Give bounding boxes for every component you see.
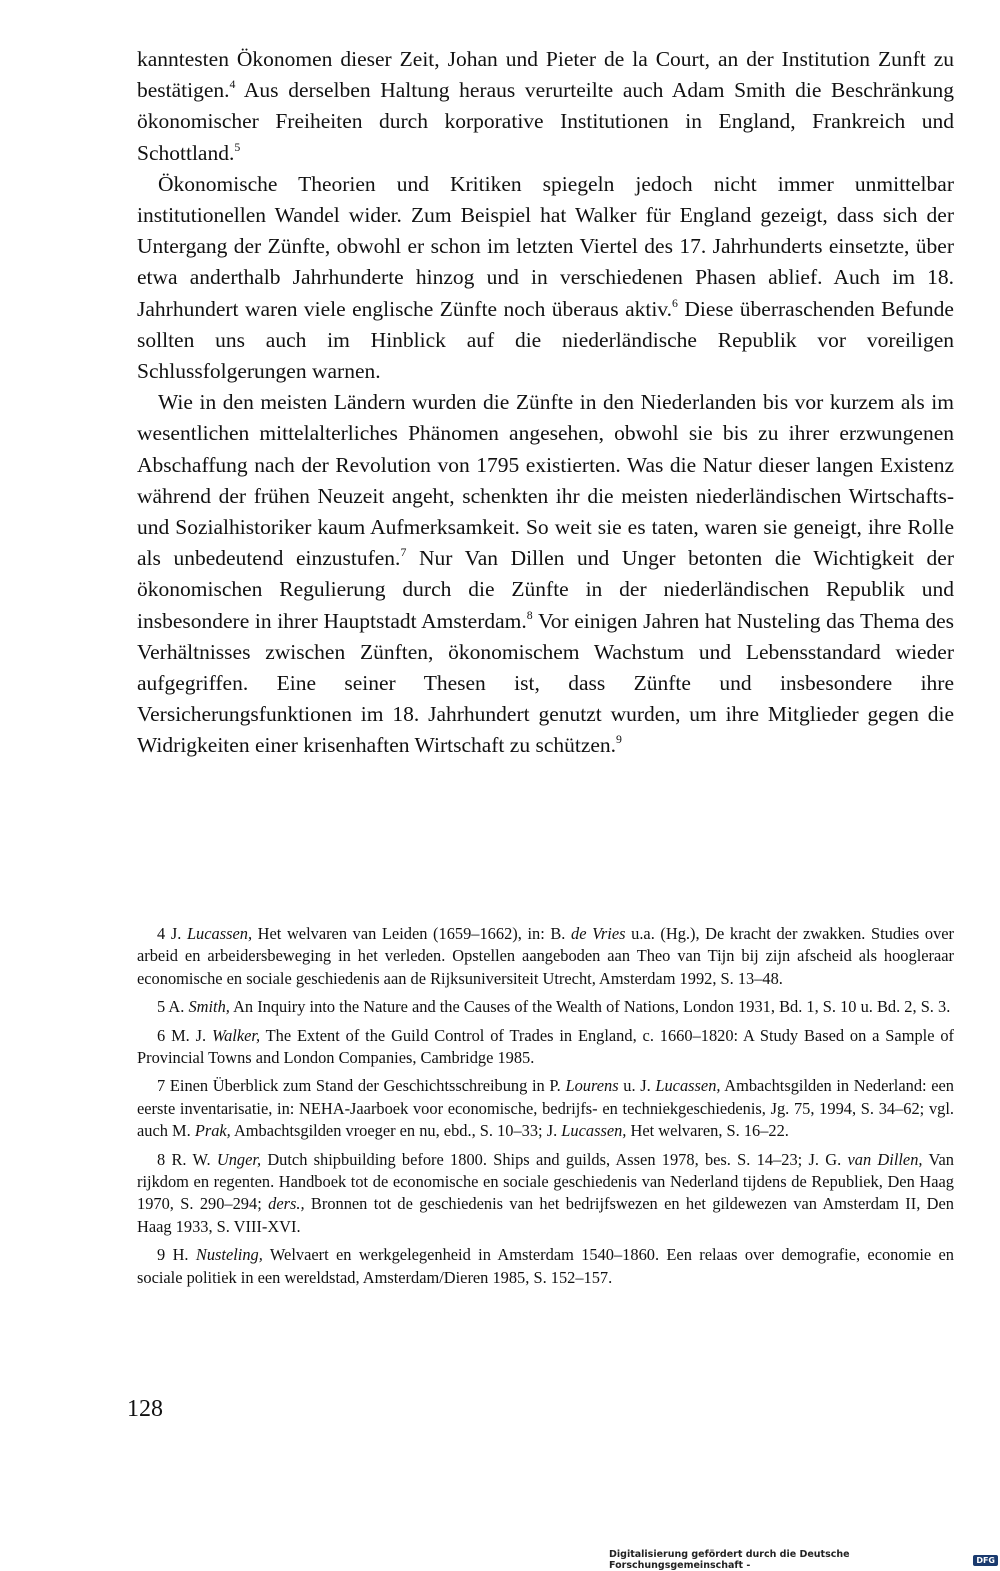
- footnote-6: 6 M. J. Walker, The Extent of the Guild Control of Trades in England, c. 1660–1820: A Study Based on a Sample of Provincial Towns and London Companies, Cambridge 1985.: [137, 1025, 954, 1068]
- paragraph-2: Ökonomische Theorien und Kritiken spiegeln jedoch nicht immer unmittelbar institutionellen Wandel wider. Zum Beispiel hat Walker für England gezeigt, dass sich der Untergang der Zünfte, obwohl er schon im letzten Viertel des 17. Jahrhunderts einsetzte, über etwa anderthalb Jahrhunderte hinzog und in verschiedenen Phasen ablief. Auch im 18. Jahrhundert waren viele englische Zünfte noch überaus aktiv.$^6$ Diese überraschenden Befunde sollten uns auch im Hinblick auf die niederländische Republik vor voreiligen Schlussfolgerungen warnen.: [137, 171, 954, 384]
- dfg-logo: DFG: [973, 1555, 998, 1566]
- page-number: 128: [127, 1396, 163, 1422]
- footnote-ref-9[interactable]: 9: [616, 732, 622, 747]
- digitization-credit: [609, 1551, 1000, 1569]
- paragraph-1: kanntesten Ökonomen dieser Zeit, Johan und Pieter de la Court, an der Institution Zunft zu bestätigen.$^4$ Aus derselben Haltung heraus verurteilte auch Adam Smith die Beschränkung ökonomischer Freiheiten durch korporative Institutionen in England, Frankreich und Schottland.$^5$: [137, 47, 954, 165]
- footnote-4: 4 J. Lucassen, Het welvaren van Leiden (1659–1662), in: B. de Vries u.a. (Hg.), De kracht der zwakken. Studies over arbeid en arbeidersbeweging in het verleden. Opstellen aangeboden aan Theo van Tijn bij zijn afscheid als hoogleraar economische en sociale geschiedenis aan de Rijksuniversiteit Utrecht, Amsterdam 1992, S. 13–48.: [137, 924, 954, 988]
- footnote-ref-8[interactable]: 8: [526, 607, 533, 622]
- footnotes: [137, 923, 954, 1295]
- paragraph-3: Wie in den meisten Ländern wurden die Zünfte in den Niederlanden bis vor kurzem als im wesentlichen mittelalterliches Phänomen angesehen, obwohl sie bis zu ihrer erzwungenen Abschaffung nach der Revolution von 1795 existierten. Was die Natur dieser langen Existenz während der frühen Neuzeit angeht, schenkten ihr die meisten niederländischen Wirtschafts- und Sozialhistoriker kaum Aufmerksamkeit. So weit sie es taten, waren sie geneigt, ihre Rolle als unbedeutend einzustufen.$^7$ Nur Van Dillen und Unger betonten die Wichtigkeit der ökonomischen Regulierung durch die Zünfte in der niederländischen Republik und insbesondere in ihrer Hauptstadt Amsterdam.$^8$ Vor einigen Jahren hat Nusteling das Thema des Verhältnisses zwischen Zünften, ökonomischem Wachstum und Lebensstandard wieder aufgegriffen. Eine seiner Thesen ist, dass Zünfte und insbesondere ihre Versicherungsfunktionen im 18. Jahrhundert genutzt wurden, um ihre Mitglieder gegen die Widrigkeiten einer krisenhaften Wirtschaft zu schützen.$^9$: [137, 390, 955, 758]
- footnote-ref-7[interactable]: 7: [400, 545, 407, 560]
- footnote-9: 9 H. Nusteling, Welvaert en werkgelegenheid in Amsterdam 1540–1860. Een relaas over demografie, economie en sociale politiek in een wereldstad, Amsterdam/Dieren 1985, S. 152–157.: [137, 1245, 954, 1287]
- footnote-5: 5 A. Smith, An Inquiry into the Nature and the Causes of the Wealth of Nations, London 1931, Bd. 1, S. 10 u. Bd. 2, S. 3.: [157, 997, 951, 1017]
- main-text: [137, 44, 954, 762]
- footnote-ref-4[interactable]: 4: [229, 77, 236, 92]
- footnote-7: 7 Einen Überblick zum Stand der Geschichtsschreibung in P. Lourens u. J. Lucassen, Ambachtsgilden in Nederland: een eerste inventarisatie, in: NEHA-Jaarboek voor economische, bedrijfs- en techniekgeschiedenis, Jg. 75, 1994, S. 34–62; vgl. auch M. Prak, Ambachtsgilden vroeger en nu, ebd., S. 10–33; J. Lucassen, Het welvaren, S. 16–22.: [137, 1076, 954, 1141]
- footnote-8: 8 R. W. Unger, Dutch shipbuilding before 1800. Ships and guilds, Assen 1978, bes. S. 14–23; J. G. van Dillen, Van rijkdom en regenten. Handboek tot de economische en sociale geschiedenis van Nederland tijdens de Republiek, Den Haag 1970, S. 290–294; ders., Bronnen tot de geschiedenis van het bedrijfswezen en het gildewezen van Amsterdam II, Den Haag 1933, S. VIII-XVI.: [137, 1149, 954, 1236]
- footnote-ref-5[interactable]: 5: [234, 139, 241, 154]
- credit-text: Digitalisierung gefördert durch die Deutsche Forschungsgemeinschaft -: [609, 1549, 850, 1571]
- footnote-ref-6[interactable]: 6: [672, 295, 678, 310]
